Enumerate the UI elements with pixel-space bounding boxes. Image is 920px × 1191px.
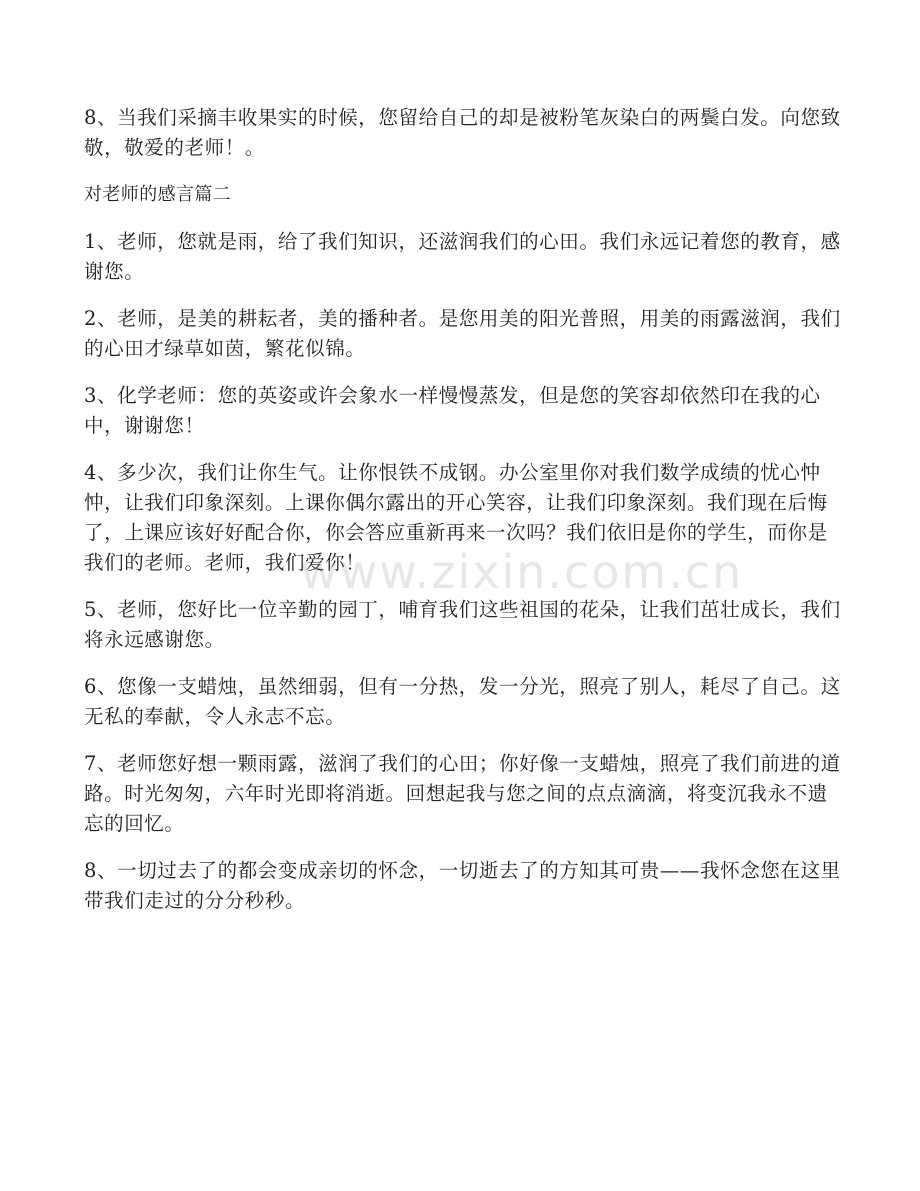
paragraph-5: 5、老师，您好比一位辛勤的园丁，哺育我们这些祖国的花朵，让我们茁壮成长，我们将永远感谢您。: [84, 598, 841, 651]
watermark: www.zixin.com.cn: [300, 545, 744, 599]
paragraph-1: 1、老师，您就是雨，给了我们知识，还滋润我们的心田。我们永远记着您的教育，感谢您。: [84, 230, 841, 283]
paragraph-2: 2、老师，是美的耕耘者，美的播种者。是您用美的阳光普照，用美的雨露滋润，我们的心田才绿草如茵，繁花似锦。: [84, 307, 841, 360]
document-body: [84, 103, 844, 933]
paragraph-7: 7、老师您好想一颗雨露，滋润了我们的心田；你好像一支蜡烛，照亮了我们前进的道路。时光匆匆，六年时光即将消逝。回想起我与您之间的点点滴滴，将变沉我永不遗忘的回忆。: [84, 752, 841, 835]
section-heading: 对老师的感言篇二: [84, 184, 232, 205]
paragraph-4: 4、多少次，我们让你生气。让你恨铁不成钢。办公室里你对我们数学成绩的忧心忡忡，让我们印象深刻。上课你偶尔露出的开心笑容，让我们印象深刻。我们现在后悔了，上课应该好好配合你，你会答应重新再来一次吗？我们依旧是你的学生，而你是我们的老师。老师，我们爱你！: [84, 461, 828, 574]
paragraph-top-8: 8、当我们采摘丰收果实的时候，您留给自己的却是被粉笔灰染白的两鬓白发。向您致敬，敬爱的老师！。: [84, 106, 841, 159]
paragraph-6: 6、您像一支蜡烛，虽然细弱，但有一分热，发一分光，照亮了别人，耗尽了自己。这无私的奉献，令人永志不忘。: [84, 675, 841, 728]
paragraph-8: 8、一切过去了的都会变成亲切的怀念，一切逝去了的方知其可贵——我怀念您在这里带我们走过的分分秒秒。: [84, 859, 841, 912]
paragraph-3: 3、化学老师：您的英姿或许会象水一样慢慢蒸发，但是您的笑容却依然印在我的心中，谢谢您！: [84, 384, 821, 437]
